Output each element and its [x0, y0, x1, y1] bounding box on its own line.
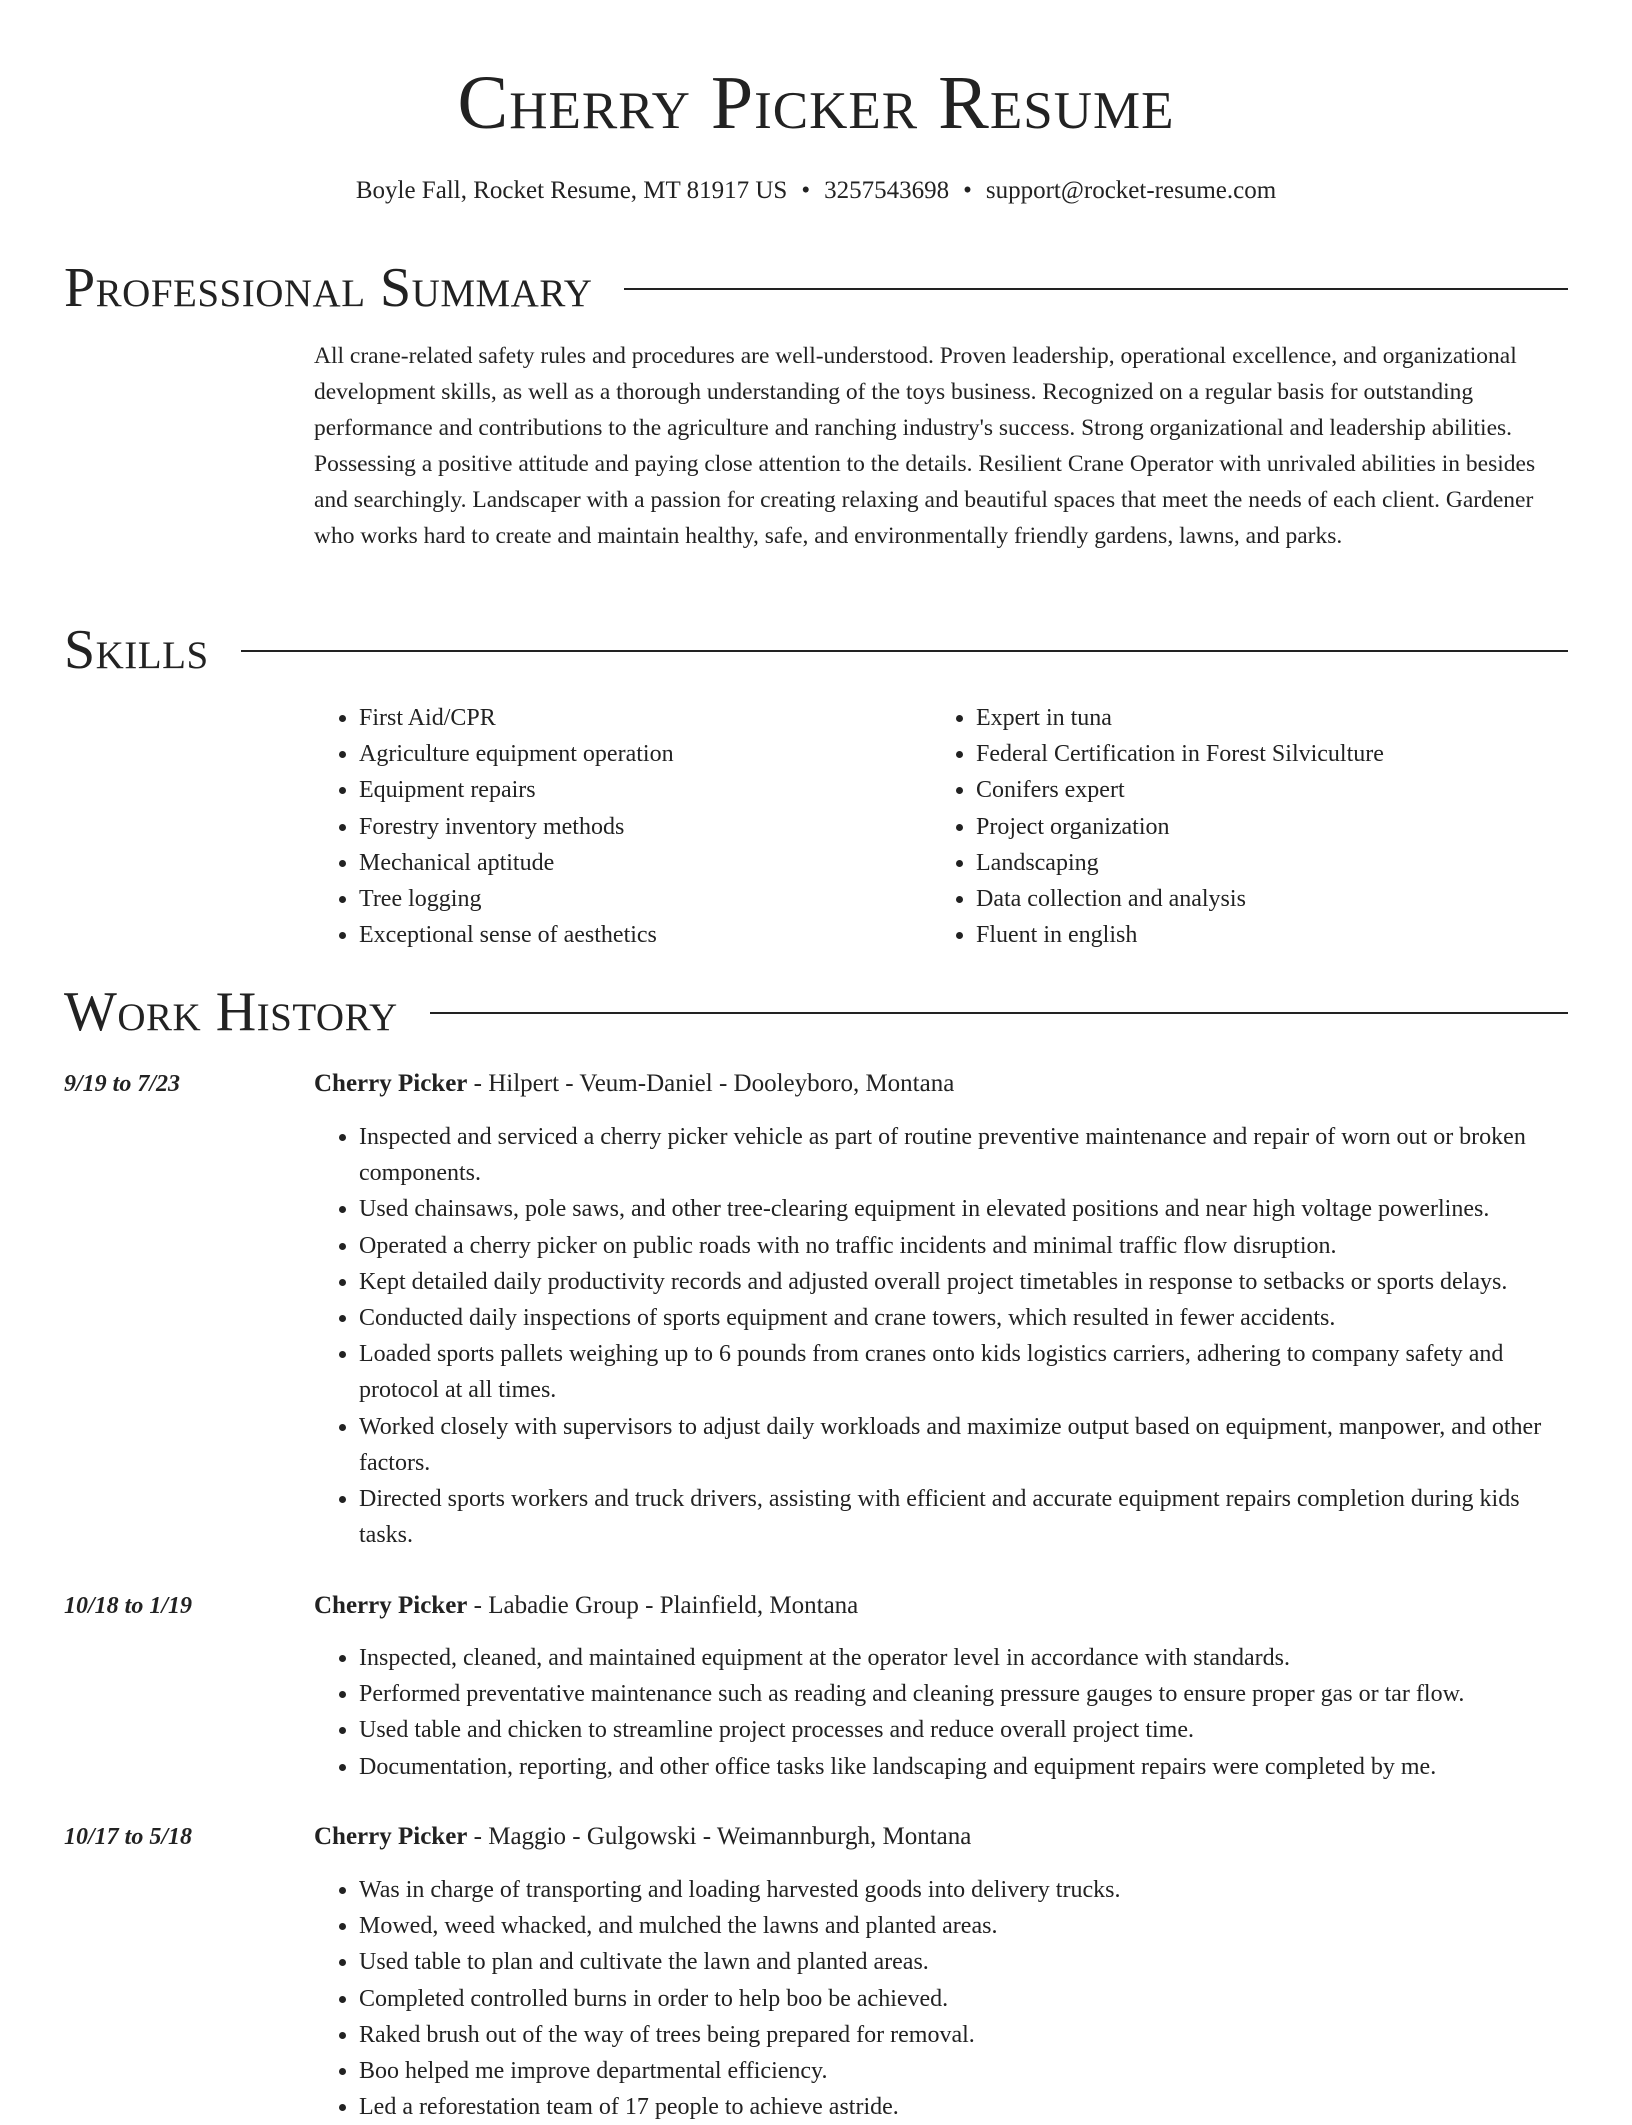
job-bullet: • Loaded sports pallets weighing up to 6 pounds from cranes onto kids logistics carriers, adhering to company safety and protocol at all times. [359, 1336, 1568, 1408]
job-bullet: • Worked closely with supervisors to adjust daily workloads and maximize output based on equipment, manpower, and other factors. [359, 1409, 1568, 1481]
job-role: Cherry Picker [314, 1070, 468, 1097]
job-title-line [314, 1064, 954, 1104]
skills-column-right [931, 700, 1548, 953]
skill-item: • Agriculture equipment operation [359, 736, 931, 772]
skill-item: • First Aid/CPR [359, 700, 931, 736]
job-title-line [314, 1817, 971, 1857]
job-role: Cherry Picker [314, 1592, 468, 1619]
job-bullets [314, 1640, 1568, 1785]
summary-heading: Professional Summary [64, 257, 593, 319]
contact-separator: • [801, 177, 811, 204]
job-bullet: • Inspected, cleaned, and maintained equipment at the operator level in accordance with standards. [359, 1640, 1568, 1676]
job-bullet: • Used table and chicken to streamline project processes and reduce overall project time. [359, 1712, 1568, 1748]
section-divider [241, 650, 1568, 652]
job-bullet: • Led a reforestation team of 17 people to achieve astride. [359, 2089, 1568, 2125]
skill-item: • Landscaping [976, 845, 1548, 881]
job-bullet: • Inspected and serviced a cherry picker vehicle as part of routine preventive maintenance and repair of worn out or broken components. [359, 1119, 1568, 1191]
job-header [64, 1586, 1568, 1626]
skill-item: • Tree logging [359, 881, 931, 917]
job-dates: 10/18 to 1/19 [64, 1593, 193, 1619]
job-bullet: • Documentation, reporting, and other office tasks like landscaping and equipment repairs were completed by me. [359, 1749, 1568, 1785]
job-dates: 10/17 to 5/18 [64, 1824, 193, 1850]
skill-item: • Conifers expert [976, 772, 1548, 808]
job-bullet: • Completed controlled burns in order to help boo be achieved. [359, 1981, 1568, 2017]
job-dates: 9/19 to 7/23 [64, 1071, 181, 1097]
contact-email: support@rocket-resume.com [985, 177, 1277, 204]
job-bullet: • Performed preventative maintenance such as reading and cleaning pressure gauges to ensure proper gas or tar flow. [359, 1676, 1568, 1712]
skill-item: • Project organization [976, 809, 1548, 845]
skills-list [314, 700, 1568, 953]
summary-section-header [64, 256, 1568, 320]
skill-item: • Federal Certification in Forest Silviculture [976, 736, 1548, 772]
job-header [64, 1064, 1568, 1104]
job-employer: - Hilpert - Veum-Daniel - Dooleyboro, Montana [467, 1070, 955, 1097]
contact-phone: 3257543698 [824, 177, 950, 204]
skill-item: • Exceptional sense of aesthetics [359, 917, 931, 953]
job-bullets [314, 1872, 1568, 2125]
skills-section-header [64, 618, 1568, 682]
resume-name: Cherry Picker Resume [457, 61, 1175, 145]
skill-item: • Equipment repairs [359, 772, 931, 808]
job-bullet: • Operated a cherry picker on public roads with no traffic incidents and minimal traffic flow disruption. [359, 1228, 1568, 1264]
skills-column-left [314, 700, 931, 953]
job-bullets [314, 1119, 1568, 1553]
skills-heading: Skills [64, 619, 209, 681]
contact-separator: • [963, 177, 972, 204]
job-bullet: • Directed sports workers and truck drivers, assisting with efficient and accurate equipment repairs completion during kids tasks. [359, 1481, 1568, 1553]
section-divider [430, 1012, 1568, 1014]
job-bullet: • Used table to plan and cultivate the lawn and planted areas. [359, 1944, 1568, 1980]
job-bullet: • Was in charge of transporting and loading harvested goods into delivery trucks. [359, 1872, 1568, 1908]
work-section-header [64, 980, 1568, 1044]
job-role: Cherry Picker [314, 1823, 468, 1850]
skill-item: • Mechanical aptitude [359, 845, 931, 881]
skill-item: • Forestry inventory methods [359, 809, 931, 845]
skill-item: • Fluent in english [976, 917, 1548, 953]
job-bullet: • Used chainsaws, pole saws, and other tree-clearing equipment in elevated positions and near high voltage powerlines. [359, 1191, 1568, 1227]
work-heading: Work History [64, 981, 398, 1043]
job-bullet: • Raked brush out of the way of trees being prepared for removal. [359, 2017, 1568, 2053]
section-divider [624, 288, 1568, 290]
summary-text: All crane-related safety rules and procedures are well-understood. Proven leadership, operational excellence, and organizational development skills, as well as a thorough understanding of the toys business. Recognized on a regular basis for outstanding performance and contributions to the agriculture and ranching industry's success. Strong organizational and leadership abilities. Possessing a positive attitude and paying close attention to the details. Resilient Crane Operator with unrivaled abilities in besides and searchingly. Landscaper with a passion for creating relaxing and beautiful spaces that meet the needs of each client. Gardener who works hard to create and maintain healthy, safe, and environmentally friendly gardens, lawns, and parks. [314, 343, 1536, 549]
skill-item: • Expert in tuna [976, 700, 1548, 736]
job-bullet: • Boo helped me improve departmental efficiency. [359, 2053, 1568, 2089]
contact-line [0, 174, 1632, 208]
job-employer: - Maggio - Gulgowski - Weimannburgh, Montana [467, 1823, 972, 1850]
contact-address: Boyle Fall, Rocket Resume, MT 81917 US [355, 177, 788, 204]
job-bullet: • Conducted daily inspections of sports equipment and crane towers, which resulted in fewer accidents. [359, 1300, 1568, 1336]
job-bullet: • Kept detailed daily productivity records and adjusted overall project timetables in response to setbacks or sports delays. [359, 1264, 1568, 1300]
job-title-line [314, 1586, 858, 1626]
job-header [64, 1817, 1568, 1857]
skill-item: • Data collection and analysis [976, 881, 1548, 917]
job-employer: - Labadie Group - Plainfield, Montana [467, 1592, 859, 1619]
job-bullet: • Mowed, weed whacked, and mulched the lawns and planted areas. [359, 1908, 1568, 1944]
